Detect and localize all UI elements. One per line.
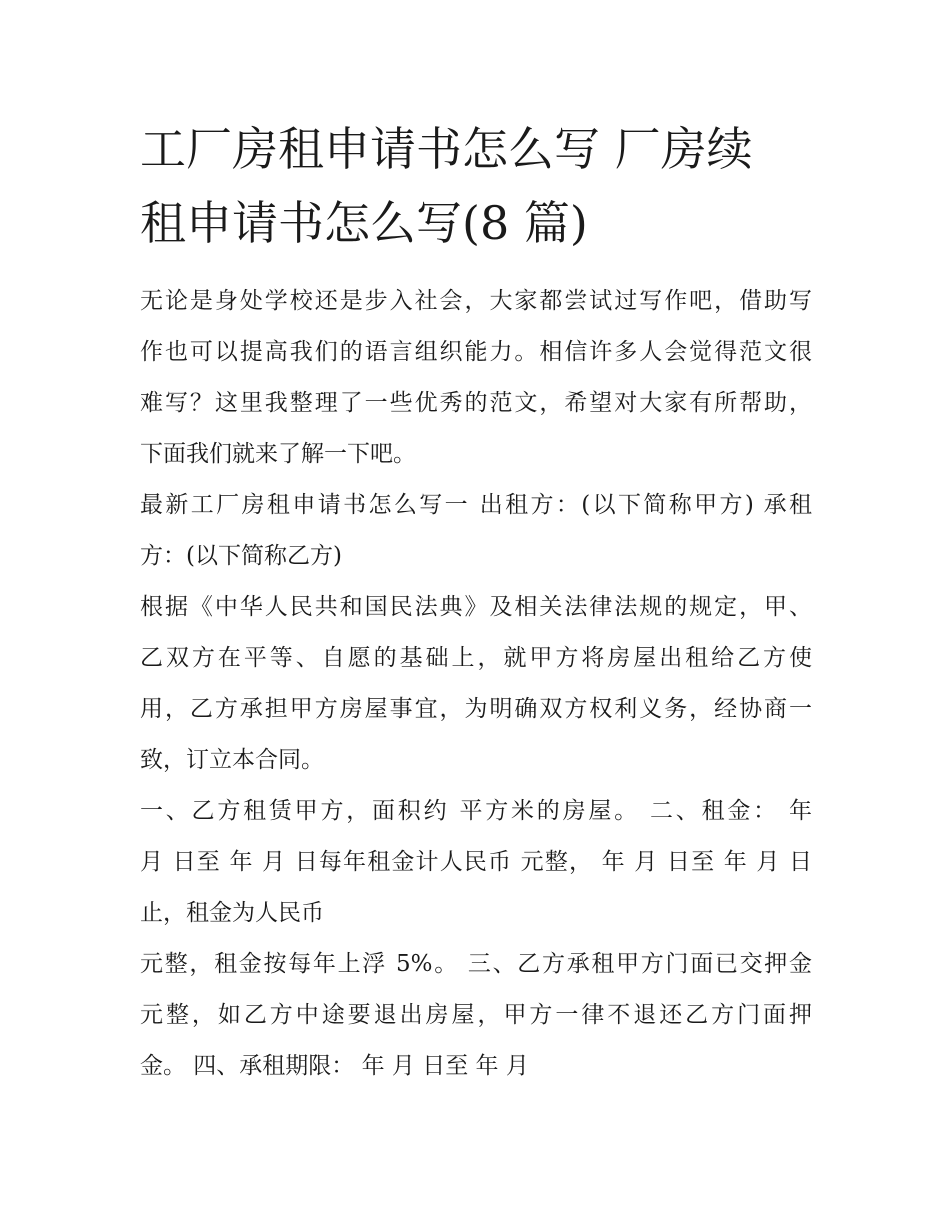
document-title (140, 112, 830, 260)
body-line: 月 日至 年 月 日每年租金计人民币 元整， 年 月 日至 年 月 日 (140, 849, 812, 875)
body-line: 方：(以下简称乙方) (140, 543, 342, 569)
body-line: 用，乙方承担甲方房屋事宜，为明确双方权利义务，经协商一 (140, 696, 812, 722)
body-line: 止，租金为人民币 (140, 900, 324, 926)
body-line: 难写？这里我整理了一些优秀的范文，希望对大家有所帮助， (140, 390, 812, 416)
body-line: 元整，租金按每年上浮 5%。 三、乙方承租甲方门面已交押金 (140, 951, 812, 977)
title-line-1: 工厂房租申请书怎么写 厂房续 (140, 122, 753, 176)
body-line: 一、乙方租赁甲方，面积约 平方米的房屋。 二、租金： 年 (140, 798, 812, 824)
title-line-2: 租申请书怎么写(8 篇) (140, 196, 588, 250)
document-body (140, 276, 812, 1092)
body-line: 元整，如乙方中途要退出房屋，甲方一律不退还乙方门面押 (140, 1002, 812, 1028)
body-line: 作也可以提高我们的语言组织能力。相信许多人会觉得范文很 (140, 339, 812, 365)
body-line: 根据《中华人民共和国民法典》及相关法律法规的规定，甲、 (140, 594, 812, 620)
body-line: 金。 四、承租期限： 年 月 日至 年 月 (140, 1053, 529, 1079)
body-line: 乙双方在平等、自愿的基础上，就甲方将房屋出租给乙方使 (140, 645, 812, 671)
body-line: 最新工厂房租申请书怎么写一 出租方：(以下简称甲方) 承租 (140, 492, 812, 518)
body-line: 下面我们就来了解一下吧。 (140, 441, 416, 467)
body-line: 无论是身处学校还是步入社会，大家都尝试过写作吧，借助写 (140, 288, 812, 314)
body-line: 致，订立本合同。 (140, 747, 324, 773)
